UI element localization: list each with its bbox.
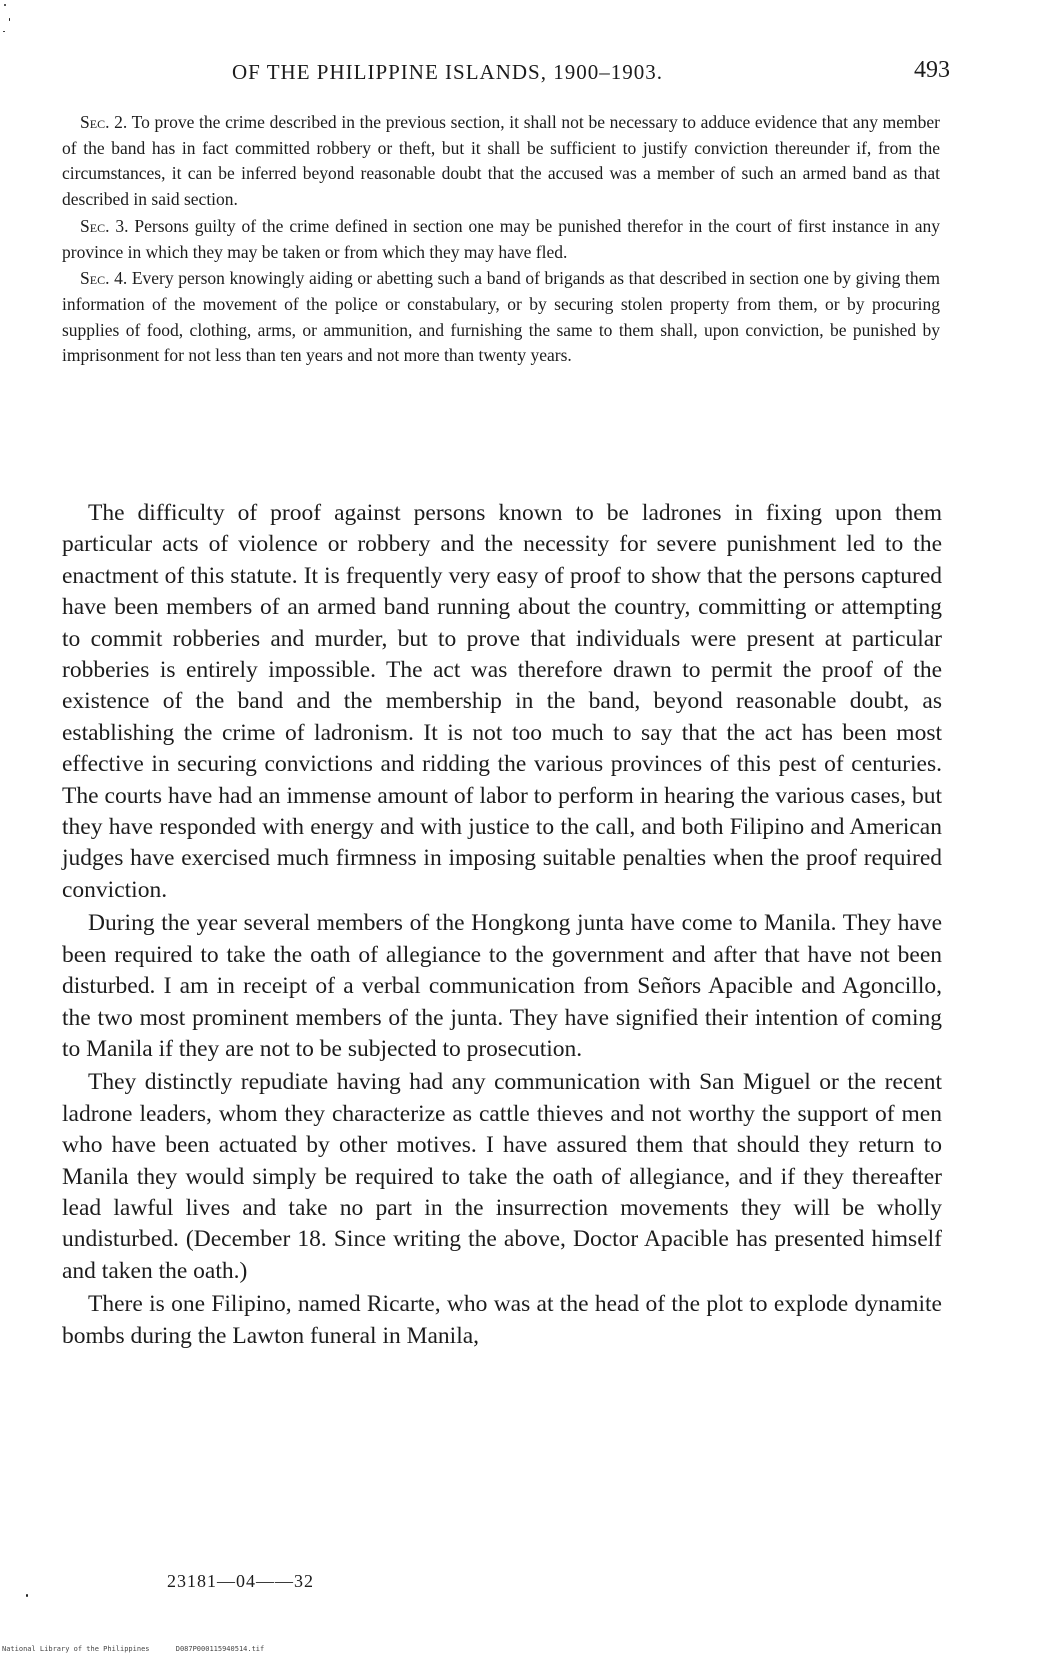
scan-speck bbox=[4, 4, 6, 6]
scan-credit-footer bbox=[2, 1645, 286, 1653]
report-body bbox=[62, 498, 942, 1354]
scan-speck bbox=[26, 1594, 28, 1597]
body-paragraph: They distinctly repudiate having had any communication with San Miguel or the recent ladrone leaders, whom they characterize as cattle thieves and not worthy the support of men who have been actuated by other motives. I have assured them that should they return to Manila they would simply be required to take the oath of allegiance, and if they thereafter lead lawful lives and take no part in the insurrection movements they will be wholly undisturbed. (December 18. Since writing the above, Doctor Apacible has presented himself and taken the oath.) bbox=[62, 1069, 942, 1284]
body-paragraph: The difficulty of proof against persons known to be ladrones in fixing upon them particular acts of violence or robbery and the necessity for severe punishment led to the enactment of this statute. It is frequently very easy of proof to show that the persons captured have been members of an armed band running about the country, committing or attempting to commit robberies and murder, but to prove that individuals were present at particular robberies is entirely impossible. The act was therefore drawn to permit the proof of the existence of the band and the membership in the band, beyond reasonable doubt, as establishing the crime of ladronism. It is not too much to say that the act has been most effective in securing convictions and ridding the various provinces of this pest of centuries. The courts have had an immense amount of labor to perform in hearing the various cases, but they have responded with energy and with justice to the call, and both Filipino and American judges have exercised much firmness in imposing suitable penalties when the proof required conviction. bbox=[62, 500, 942, 903]
section-text: Every person knowingly aiding or abetting such a band of brigands as that described in section one by giving them information of the movement of the police or constabulary, or by securing stolen property from them, or by procuring supplies of food, clothing, arms, or ammunition, and furnishing the same to them shall, upon conviction, be punished by imprisonment for not less than ten years and not more than twenty years. bbox=[62, 268, 940, 366]
body-paragraph: There is one Filipino, named Ricarte, who was at the head of the plot to explode dynamite bombs during the Lawton funeral in Manila, bbox=[62, 1291, 942, 1349]
section-label: Sec. 2. bbox=[80, 112, 128, 132]
scan-speck bbox=[9, 18, 10, 21]
body-paragraph: During the year several members of the Hongkong junta have come to Manila. They have been required to take the oath of allegiance to the government and after that have not been disturbed. I am in receipt of a verbal communication from Señors Apacible and Agoncillo, the two most prominent members of the junta. They have signified their intention of coming to Manila if they are not to be subjected to prosecution. bbox=[62, 910, 942, 1062]
section-label: Sec. 3. bbox=[80, 215, 129, 236]
section-text: Persons guilty of the crime defined in section one may be punished therefor in the court of first instance in any province in which they may be taken or from which they may have fled. bbox=[62, 215, 940, 262]
statute-excerpt bbox=[62, 110, 940, 370]
file-identifier: D087P000115940514.tif bbox=[175, 1645, 265, 1653]
running-head: OF THE PHILIPPINE ISLANDS, 1900–1903. bbox=[232, 60, 663, 84]
section-text: To prove the crime described in the previous section, it shall not be necessary to adduce evidence that any member of the band has in fact committed robbery or theft, but it shall be sufficient to justify conviction thereunder if, from the circumstances, it can be inferred beyond reasonable doubt that the accused was a member of such an armed band as that described in said section. bbox=[62, 112, 940, 210]
statute-section bbox=[62, 266, 940, 369]
statute-section bbox=[62, 214, 940, 265]
page-header bbox=[60, 57, 950, 91]
library-credit: National Library of the Philippines bbox=[2, 1645, 150, 1653]
page-number: 493 bbox=[914, 57, 950, 83]
section-label: Sec. 4. bbox=[80, 268, 128, 289]
printer-signature-mark: 23181—04——32 bbox=[167, 1571, 314, 1591]
scan-speck bbox=[3, 31, 5, 32]
statute-section bbox=[62, 110, 940, 213]
